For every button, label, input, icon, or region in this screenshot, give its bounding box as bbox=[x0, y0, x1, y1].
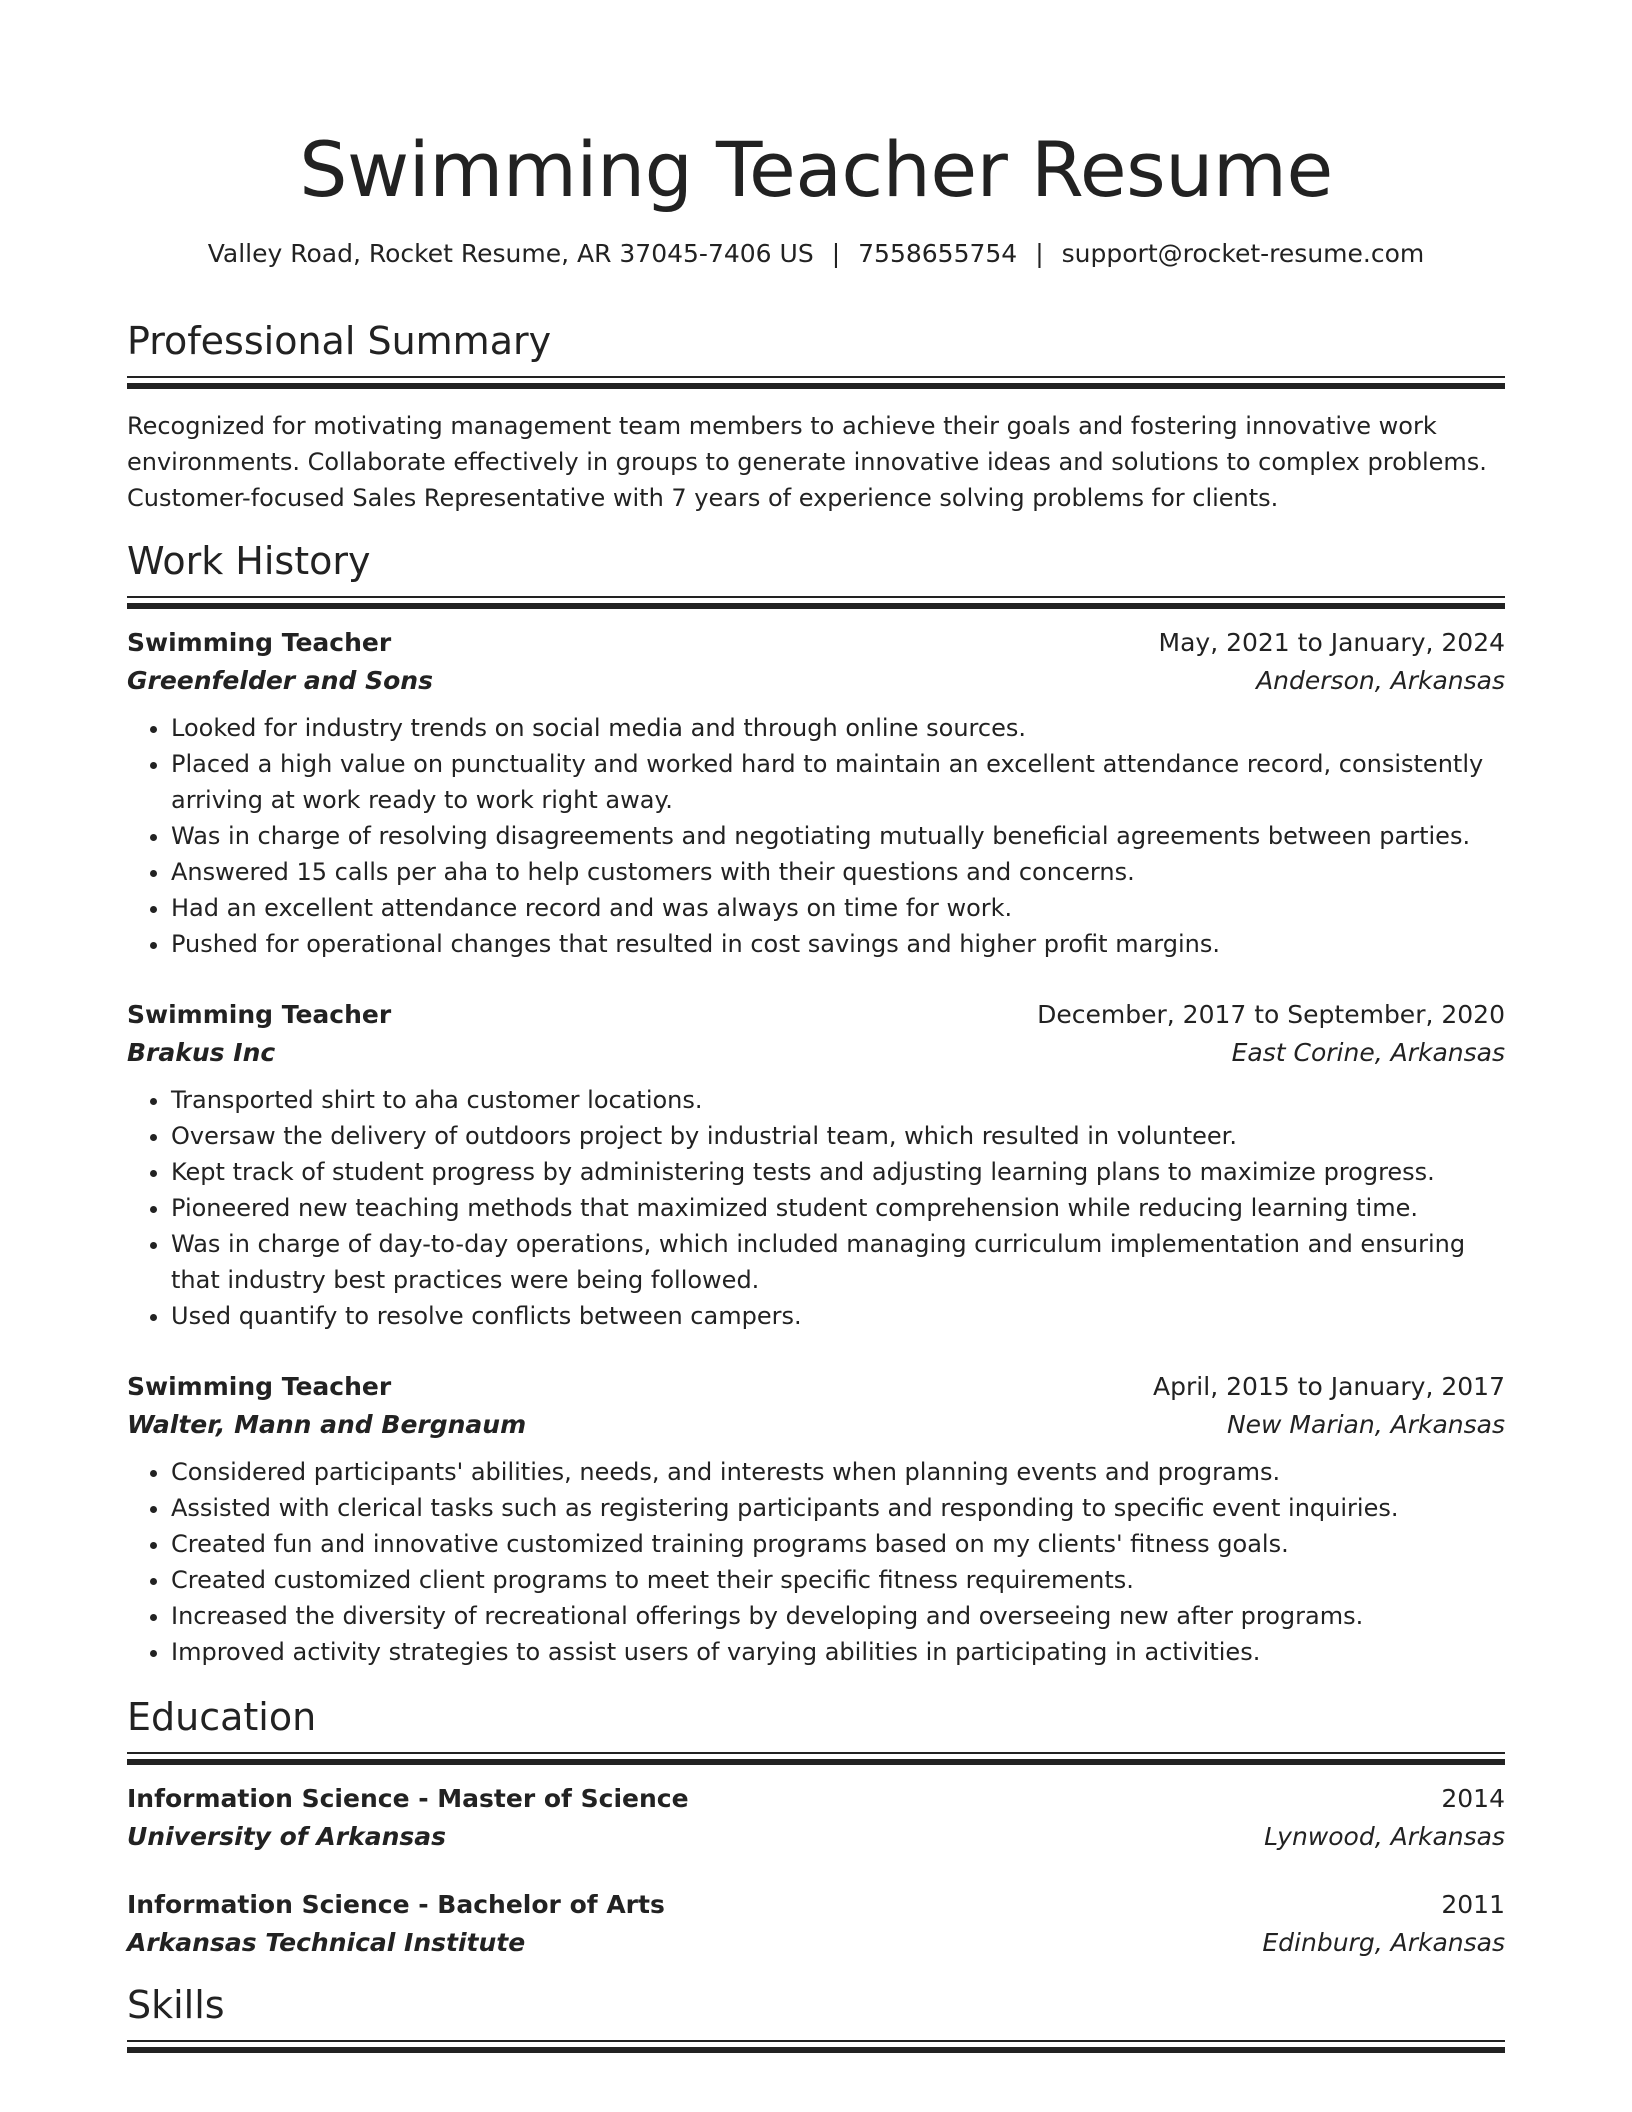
contact-address: Valley Road, Rocket Resume, AR 37045-7406 US bbox=[207, 239, 814, 268]
list-item: • Created fun and innovative customized training programs based on my clients' fitness goals. bbox=[171, 1526, 1505, 1562]
education-header-row bbox=[127, 1780, 1505, 1818]
list-item: • Created customized client programs to meet their specific fitness requirements. bbox=[171, 1562, 1505, 1598]
section-divider bbox=[127, 1752, 1505, 1764]
section-heading-skills: Skills bbox=[127, 1983, 225, 2027]
list-item: • Pioneered new teaching methods that maximized student comprehension while reducing learning time. bbox=[171, 1190, 1505, 1226]
education-location: Edinburg, Arkansas bbox=[1262, 1928, 1505, 1957]
education-school-row bbox=[127, 1818, 1505, 1856]
section-heading-education: Education bbox=[127, 1695, 317, 1739]
list-item: • Considered participants' abilities, needs, and interests when planning events and programs. bbox=[171, 1454, 1505, 1490]
section-divider bbox=[127, 596, 1505, 608]
list-item: • Used quantify to resolve conflicts between campers. bbox=[171, 1298, 1505, 1334]
job-company: Brakus Inc bbox=[127, 1038, 276, 1067]
list-item: • Was in charge of day-to-day operations, which included managing curriculum implementation and ensuring that industry best practices were being followed. bbox=[171, 1226, 1505, 1298]
list-item: • Had an excellent attendance record and was always on time for work. bbox=[171, 890, 1505, 926]
list-item: • Was in charge of resolving disagreements and negotiating mutually beneficial agreements between parties. bbox=[171, 818, 1505, 854]
summary-section bbox=[127, 316, 1505, 516]
job-company-row bbox=[127, 1034, 1505, 1072]
education-section bbox=[127, 1692, 1505, 1962]
skills-section bbox=[127, 1980, 1505, 2052]
job-header-row bbox=[127, 996, 1505, 1034]
job-title: Swimming Teacher bbox=[127, 628, 392, 657]
job-dates: May, 2021 to January, 2024 bbox=[1158, 628, 1505, 657]
list-item: • Kept track of student progress by administering tests and adjusting learning plans to maximize progress. bbox=[171, 1154, 1505, 1190]
contact-line bbox=[127, 238, 1505, 270]
job-bullets bbox=[127, 710, 1505, 962]
job-location: New Marian, Arkansas bbox=[1226, 1410, 1505, 1439]
section-divider bbox=[127, 2040, 1505, 2052]
job-entry bbox=[127, 996, 1505, 1334]
page-title: Swimming Teacher Resume bbox=[299, 125, 1333, 214]
job-entry bbox=[127, 1368, 1505, 1670]
education-school-row bbox=[127, 1924, 1505, 1962]
education-year: 2014 bbox=[1441, 1784, 1505, 1813]
education-location: Lynwood, Arkansas bbox=[1264, 1822, 1505, 1851]
list-item: • Answered 15 calls per aha to help customers with their questions and concerns. bbox=[171, 854, 1505, 890]
section-divider bbox=[127, 376, 1505, 388]
summary-text: Recognized for motivating management team members to achieve their goals and fostering innovative work environments. Collaborate effectively in groups to generate innovative ideas and solutions to complex problems. Customer-focused Sales Representative with 7 years of experience solving problems for clients. bbox=[127, 412, 1487, 512]
education-school: University of Arkansas bbox=[127, 1822, 447, 1851]
education-entry bbox=[127, 1780, 1505, 1856]
job-company-row bbox=[127, 662, 1505, 700]
job-company-row bbox=[127, 1406, 1505, 1444]
list-item: • Placed a high value on punctuality and worked hard to maintain an excellent attendance record, consistently arriving at work ready to work right away. bbox=[171, 746, 1505, 818]
job-header-row bbox=[127, 624, 1505, 662]
education-entry bbox=[127, 1886, 1505, 1962]
job-header-row bbox=[127, 1368, 1505, 1406]
job-location: Anderson, Arkansas bbox=[1256, 666, 1505, 695]
list-item: • Improved activity strategies to assist users of varying abilities in participating in activities. bbox=[171, 1634, 1505, 1670]
job-dates: December, 2017 to September, 2020 bbox=[1037, 1000, 1505, 1029]
contact-separator: | bbox=[1035, 239, 1044, 268]
education-year: 2011 bbox=[1441, 1890, 1505, 1919]
list-item: • Oversaw the delivery of outdoors project by industrial team, which resulted in volunteer. bbox=[171, 1118, 1505, 1154]
section-heading-work: Work History bbox=[127, 539, 371, 583]
contact-separator: | bbox=[831, 239, 841, 268]
job-bullets bbox=[127, 1082, 1505, 1334]
work-history-section bbox=[127, 536, 1505, 1670]
education-degree: Information Science - Bachelor of Arts bbox=[127, 1890, 665, 1919]
job-location: East Corine, Arkansas bbox=[1231, 1038, 1505, 1067]
job-company: Greenfelder and Sons bbox=[127, 666, 433, 695]
education-school: Arkansas Technical Institute bbox=[127, 1928, 526, 1957]
contact-email: support@rocket-resume.com bbox=[1061, 239, 1425, 268]
section-heading-summary: Professional Summary bbox=[127, 319, 552, 363]
list-item: • Looked for industry trends on social media and through online sources. bbox=[171, 710, 1505, 746]
job-entry bbox=[127, 624, 1505, 962]
education-header-row bbox=[127, 1886, 1505, 1924]
job-title: Swimming Teacher bbox=[127, 1000, 392, 1029]
list-item: • Assisted with clerical tasks such as registering participants and responding to specific event inquiries. bbox=[171, 1490, 1505, 1526]
list-item: • Pushed for operational changes that resulted in cost savings and higher profit margins. bbox=[171, 926, 1505, 962]
job-title: Swimming Teacher bbox=[127, 1372, 392, 1401]
list-item: • Transported shirt to aha customer locations. bbox=[171, 1082, 1505, 1118]
job-company: Walter, Mann and Bergnaum bbox=[127, 1410, 527, 1439]
job-dates: April, 2015 to January, 2017 bbox=[1153, 1372, 1505, 1401]
list-item: • Increased the diversity of recreational offerings by developing and overseeing new after programs. bbox=[171, 1598, 1505, 1634]
job-bullets bbox=[127, 1454, 1505, 1670]
education-degree: Information Science - Master of Science bbox=[127, 1784, 689, 1813]
contact-phone: 7558655754 bbox=[858, 239, 1018, 268]
